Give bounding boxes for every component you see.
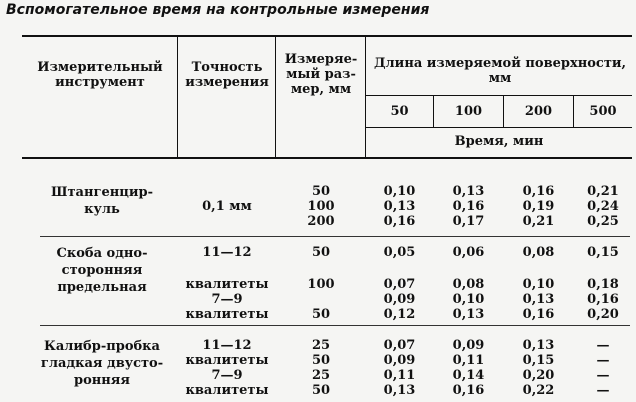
group-separator <box>40 325 630 326</box>
time-cell: 0,16 <box>452 383 485 398</box>
header-length-50: 50 <box>390 104 409 119</box>
group-separator <box>40 236 630 237</box>
header-length-100: 100 <box>454 104 483 119</box>
time-cell: 0,17 <box>452 214 485 229</box>
time-cell: 0,15 <box>587 245 619 260</box>
time-cell: 0,10 <box>452 292 485 307</box>
instrument-name: Калибр-пробка гладкая двусто- ронняя <box>40 339 164 388</box>
time-cell: 0,10 <box>383 184 416 199</box>
accuracy-cell: 11—12 <box>202 245 252 260</box>
time-cell: — <box>596 368 610 383</box>
time-cell: 0,11 <box>383 368 416 383</box>
time-cell: 0,20 <box>587 307 619 322</box>
header-size: Измеряе-мый раз-мер, мм <box>284 52 358 97</box>
time-cell: 0,16 <box>587 292 619 307</box>
time-cell: 0,22 <box>522 383 555 398</box>
time-cell: — <box>596 338 610 353</box>
size-cell: 100 <box>307 277 335 292</box>
time-cell: 0,11 <box>452 353 485 368</box>
accuracy-cell: 11—12 <box>202 338 252 353</box>
time-cell: 0,09 <box>452 338 485 353</box>
size-cell: 50 <box>311 184 331 199</box>
accuracy-cell: квалитеты <box>185 307 269 322</box>
accuracy-cell: 7—9 <box>211 368 243 383</box>
time-cell: 0,21 <box>587 184 619 199</box>
col-divider-2 <box>275 36 276 158</box>
header-accuracy: Точность измерения <box>185 60 269 90</box>
size-cell: 50 <box>311 245 331 260</box>
size-cell: 50 <box>311 307 331 322</box>
time-cell: 0,16 <box>522 184 555 199</box>
time-cell: 0,21 <box>522 214 555 229</box>
time-cell: 0,14 <box>452 368 485 383</box>
instrument-name: Скоба одно- сторонняя предельная <box>56 246 148 295</box>
time-cell: 0,18 <box>587 277 619 292</box>
size-cell: 50 <box>311 383 331 398</box>
subheader-rule <box>365 95 632 96</box>
size-cell: 25 <box>311 368 331 383</box>
header-time: Время, мин <box>454 134 544 149</box>
time-cell: — <box>596 353 610 368</box>
time-cell: 0,25 <box>587 214 619 229</box>
time-cell: 0,09 <box>383 353 416 368</box>
header-length: Длина измеряемой поверхности, мм <box>373 56 627 86</box>
accuracy-cell: квалитеты <box>185 353 269 368</box>
time-cell: 0,24 <box>587 199 619 214</box>
time-cell: 0,07 <box>383 338 416 353</box>
time-cell: 0,09 <box>383 292 416 307</box>
table-title: Вспомогательное время на контрольные измерения <box>6 2 430 18</box>
instrument-name: Штангенцир- куль <box>51 185 153 217</box>
header-instrument: Измерительный инструмент <box>37 60 163 90</box>
time-cell: 0,07 <box>383 277 416 292</box>
size-cell: 100 <box>307 199 335 214</box>
size-cell: 25 <box>311 338 331 353</box>
time-cell: 0,12 <box>383 307 416 322</box>
time-cell: — <box>596 383 610 398</box>
size-cell: 200 <box>307 214 335 229</box>
time-cell: 0,10 <box>522 277 555 292</box>
time-cell: 0,13 <box>522 292 555 307</box>
accuracy-cell: 7—9 <box>211 292 243 307</box>
header-length-500: 500 <box>589 104 617 119</box>
time-cell: 0,20 <box>522 368 555 383</box>
lengths-rule <box>365 127 632 128</box>
time-cell: 0,15 <box>522 353 555 368</box>
header-bottom-rule <box>22 157 632 159</box>
time-cell: 0,08 <box>522 245 555 260</box>
accuracy-cell: квалитеты <box>185 277 269 292</box>
time-cell: 0,06 <box>452 245 485 260</box>
time-cell: 0,16 <box>522 307 555 322</box>
accuracy-cell: 0,1 мм <box>202 199 252 214</box>
time-cell: 0,13 <box>383 199 416 214</box>
accuracy-cell: квалитеты <box>185 383 269 398</box>
time-cell: 0,08 <box>452 277 485 292</box>
time-cell: 0,13 <box>452 307 485 322</box>
size-cell: 50 <box>311 353 331 368</box>
time-cell: 0,13 <box>522 338 555 353</box>
time-cell: 0,13 <box>383 383 416 398</box>
time-cell: 0,13 <box>452 184 485 199</box>
top-rule <box>22 35 632 37</box>
col-divider-1 <box>177 36 178 158</box>
time-cell: 0,19 <box>522 199 555 214</box>
time-cell: 0,05 <box>383 245 416 260</box>
time-cell: 0,16 <box>452 199 485 214</box>
time-cell: 0,16 <box>383 214 416 229</box>
header-length-200: 200 <box>524 104 553 119</box>
